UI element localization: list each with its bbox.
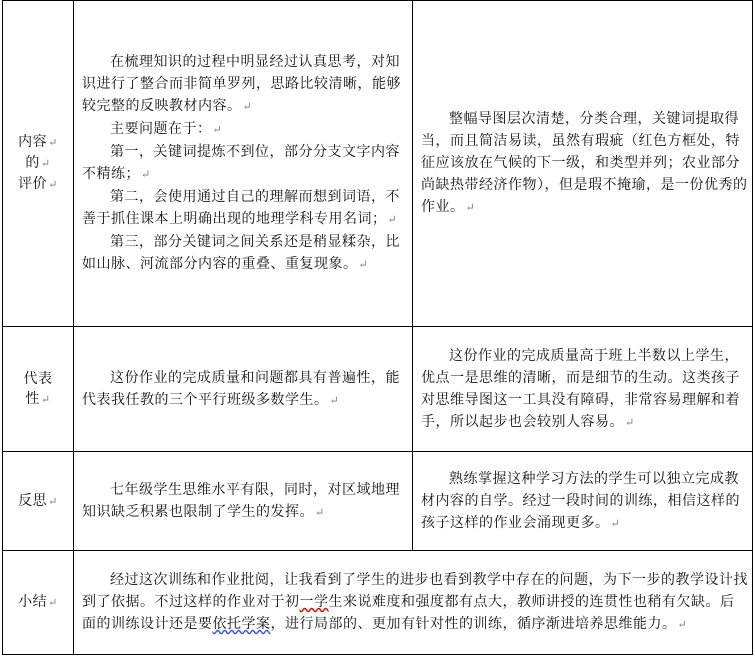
paragraph: 第一，关键词提炼不到位，部分分支文字内容不精练；	[82, 144, 400, 182]
row-reflection	[3, 452, 753, 551]
paragraph: 第二，会使用通过自己的理解而想到词语，不善于抓住课本上明确出现的地理学科专用名词；	[82, 189, 400, 227]
evaluation-table	[2, 0, 753, 655]
row-content	[3, 1, 753, 327]
label-line: 反思	[18, 492, 48, 509]
paragraph: 主要问题在于：	[110, 121, 212, 137]
paragraph: 七年级学生思维水平有限，同时，对区域地理知识缺乏积累也限制了学生的发挥。	[82, 481, 400, 520]
reflection-left: 七年级学生思维水平有限，同时，对区域地理知识缺乏积累也限制了学生的发挥。↵	[74, 452, 413, 551]
representative-left: 这份作业的完成质量和问题都具有普遍性，能代表我任教的三个平行班级多数学生。↵	[74, 327, 413, 452]
summary-text: 经过这次训练和作业批阅，让我看到了学生的进步也看到教学中存在的问题，为下一步的教学设计找到了依据。不过这样的作业对于初一学生来说难度和强度都有点大，教师讲授的连贯性也稍有欠缺。后面的训练设计还是要依托学案，进行局部的、更加有针对性的训练，循序渐进培养思维能力。↵	[74, 551, 753, 655]
summary-segment: ，进行局部的、更加有针对性的训练，循序渐进培养思维能力。	[270, 616, 677, 632]
content-evaluation-left: 在梳理知识的过程中明显经过认真思考，对知识进行了整合而非简单罗列，思路比较清晰，能够较完整的反映教材内容。↵ 主要问题在于：↵ 第一，关键词提炼不到位，部分分支文字内容不精练；↵ 第二，会使用通过自己的理解而想到词语，不善于抓住课本上明确出现的地理学科专用名词；↵ 第三，部分关键词之间关系还是稍显糅杂，比如山脉、河流部分内容的重叠、重复现象。↵	[74, 1, 413, 327]
label-line: 性	[25, 390, 40, 407]
summary-segment: 经过这次训练和作业批阅，让我看到了学生的进步也看到教学中存在的问题，为下一步的教学设计找到了依据。不过这样的作业对于初	[82, 572, 748, 610]
label-line: 评价	[18, 176, 48, 192]
row-representative	[3, 327, 753, 452]
row-summary	[3, 551, 753, 655]
label-line: 小结	[18, 594, 48, 610]
reflection-right: 熟练掌握这种学习方法的学生可以独立完成教材内容的自学。经过一段时间的训练，相信这样的孩子这样的作业会涌现更多。↵	[413, 452, 753, 551]
summary-segment-flagged: 一学	[299, 594, 329, 610]
row-label-summary: 小结↵	[3, 551, 74, 655]
summary-segment-flagged: 依托学案	[212, 616, 271, 632]
label-line: 代表	[23, 370, 53, 387]
paragraph: 整幅导图层次清楚，分类合理，关键词提取得当，而且简洁易读，虽然有瑕疵（红色方框处，特征应该放在气候的下一级，和类型并列；农业部分尚缺热带经济作物），但是瑕不掩瑜，是一份优秀的作业。	[421, 111, 748, 215]
row-label-reflection: 反思↵	[3, 452, 74, 551]
representative-right: 这份作业的完成质量高于班上半数以上学生，优点一是思维的清晰，而是细节的生动。这类孩子对思维导图这一工具没有障碍，非常容易理解和着手，所以起步也会较别人容易。↵	[413, 327, 753, 452]
label-line: 的	[25, 155, 40, 171]
row-label-representative: 代表 性↵	[3, 327, 74, 452]
summary-segment: 生来说难度和强度都有点大，教师讲授的连贯性也稍有欠缺。后面的训练设计还是要	[82, 594, 735, 632]
paragraph: 在梳理知识的过程中明显经过认真思考，对知识进行了整合而非简单罗列，思路比较清晰，能够较完整的反映教材内容。	[82, 54, 401, 114]
paragraph: 熟练掌握这种学习方法的学生可以独立完成教材内容的自学。经过一段时间的训练，相信这样的孩子这样的作业会涌现更多。	[421, 470, 740, 531]
row-label-content: 内容↵ 的↵ 评价↵	[3, 1, 74, 327]
paragraph: 这份作业的完成质量高于班上半数以上学生，优点一是思维的清晰，而是细节的生动。这类孩子对思维导图这一工具没有障碍，非常容易理解和着手，所以起步也会较别人容易。	[421, 347, 740, 430]
paragraph: 第三，部分关键词之间关系还是稍显糅杂，比如山脉、河流部分内容的重叠、重复现象。	[82, 234, 400, 272]
content-evaluation-right: 整幅导图层次清楚，分类合理，关键词提取得当，而且简洁易读，虽然有瑕疵（红色方框处，特征应该放在气候的下一级，和类型并列；农业部分尚缺热带经济作物），但是瑕不掩瑜，是一份优秀的作业。↵	[413, 1, 753, 327]
label-line: 内容	[18, 134, 48, 150]
paragraph: 这份作业的完成质量和问题都具有普遍性，能代表我任教的三个平行班级多数学生。	[82, 369, 400, 408]
